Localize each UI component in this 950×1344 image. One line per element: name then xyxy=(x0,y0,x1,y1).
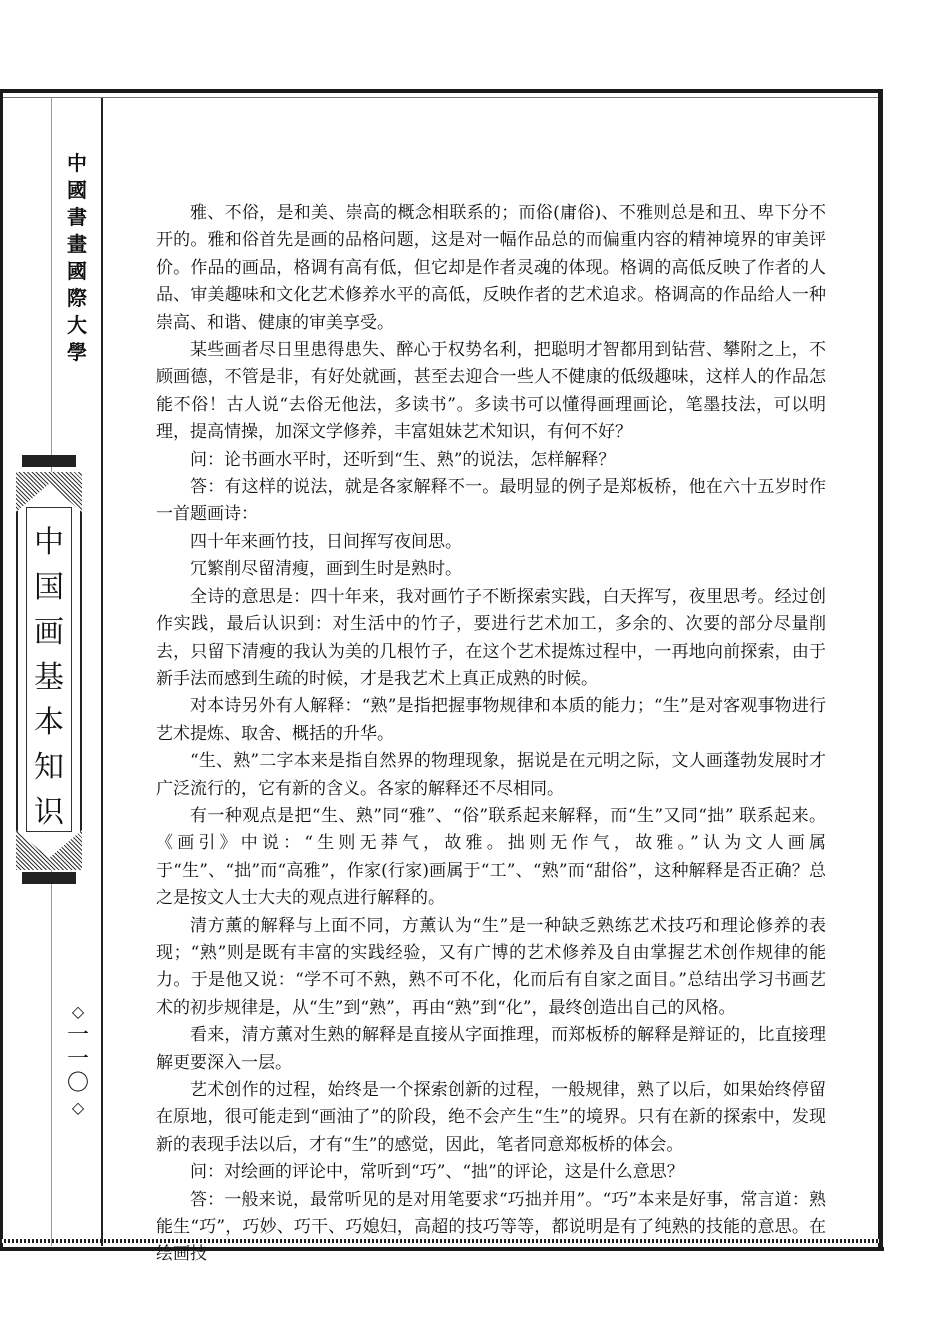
paragraph: 对本诗另外有人解释：“熟”是指把握事物规律和本质的能力；“生”是对客观事物进行艺术提炼、取舍、概括的升华。 xyxy=(156,696,826,744)
series-title-char: 國 xyxy=(67,259,87,283)
series-title-char: 中 xyxy=(67,151,87,175)
page-frame-inner-top xyxy=(0,97,879,98)
paragraph: 看来，清方薰对生熟的解释是直接从字面推理，而郑板桥的解释是辩证的，比直接理解更要深入一层。 xyxy=(156,1025,826,1073)
paragraph: 艺术创作的过程，始终是一个探索创新的过程，一般规律，熟了以后，如果始终停留在原地，很可能走到“画油了”的阶段，绝不会产生“生”的境界。只有在新的探索中，发现新的表现手法以后，才有“生”的感觉，因此，笔者同意郑板桥的体会。 xyxy=(156,1080,826,1155)
poem-line: 冗繁削尽留清瘦，画到生时是熟时。 xyxy=(190,559,462,580)
diamond-icon: ◇ xyxy=(71,1002,85,1021)
series-title-char: 書 xyxy=(67,205,87,229)
book-title-char: 国 xyxy=(34,570,64,605)
body-text xyxy=(156,200,826,1269)
series-title-char: 國 xyxy=(67,178,87,202)
page-number xyxy=(58,1000,98,1120)
sidebar-divider xyxy=(101,98,103,1246)
series-title-char: 際 xyxy=(67,286,87,310)
paragraph: 全诗的意思是：四十年来，我对画竹子不断探索实践，白天挥写，夜里思考。经过创作实践，最后认识到：对生活中的竹子，要进行艺术加工，多余的、次要的部分尽量削去，只留下清瘦的我认为美的几根竹子，在这个艺术提炼过程中，一再地向前探索，由于新手法而感到生疏的时候，才是我艺术上真正成熟的时候。 xyxy=(156,586,826,689)
book-title-char: 基 xyxy=(34,660,64,695)
ornament-bar-top xyxy=(22,455,76,467)
answer: 答：有这样的说法，就是各家解释不一。最明显的例子是郑板桥，他在六十五岁时作一首题画诗： xyxy=(156,477,826,525)
paragraph: 某些画者尽日里患得患失、醉心于权势名利，把聪明才智都用到钻营、攀附之上，不顾画德，不管是非，有好处就画，甚至去迎合一些人不健康的低级趣味，这样人的作品怎能不俗！古人说“去俗无他法，多读书”。多读书可以懂得画理画论，笔墨技法，可以明理，提高情操，加深文学修养，丰富姐妹艺术知识，有何不好？ xyxy=(156,340,826,443)
book-title-char: 本 xyxy=(34,705,64,740)
series-title-char: 學 xyxy=(67,340,87,364)
book-title-char: 中 xyxy=(34,525,64,560)
page-frame-top xyxy=(0,89,883,93)
page-frame-left xyxy=(0,89,3,1251)
paragraph: 有一种观点是把“生、熟”同“雅”、“俗”联系起来解释，而“生”又同“拙” 联系起来。《画引》中说：“生则无莽气，故雅。拙则无作气，故雅。”认为文人画属于“生”、“拙”而“高雅”，作家(行家)画属于“工”、“熟”而“甜俗”，这种解释是否正确？总之是按文人士大夫的观点进行解释的。 xyxy=(156,805,826,909)
book-title-char: 识 xyxy=(34,795,64,830)
diamond-icon: ◇ xyxy=(71,1098,85,1117)
series-title xyxy=(60,150,94,366)
page-number-digit: 〇 xyxy=(66,1071,89,1096)
question: 问：论书画水平时，还听到“生、熟”的说法，怎样解释？ xyxy=(190,449,616,470)
page-number-digit: 一 xyxy=(66,1047,89,1072)
book-title xyxy=(26,520,72,835)
book-title-char: 画 xyxy=(34,615,64,650)
paragraph: 清方薰的解释与上面不同，方薰认为“生”是一种缺乏熟练艺术技巧和理论修养的表现；“熟”则是既有丰富的实践经验，又有广博的艺术修养及自由掌握艺术创作规律的能力。于是他又说：“学不可不熟，熟不可不化，化而后有自家之面目。”总结出学习书画艺术的初步规律是，从“生”到“熟”，再由“熟”到“化”，最终创造出自己的风格。 xyxy=(156,915,826,1018)
question: 问：对绘画的评论中，常听到“巧”、“拙”的评论，这是什么意思？ xyxy=(190,1162,684,1183)
poem-line: 四十年来画竹技，日间挥写夜间思。 xyxy=(190,531,462,552)
answer: 答：一般来说，最常听见的是对用笔要求“巧拙并用”。“巧”本来是好事，常言道：熟能生“巧”，巧妙、巧干、巧媳妇，高超的技巧等等，都说明是有了纯熟的技能的意思。在绘画技 xyxy=(156,1189,826,1265)
page-number-digit: 一 xyxy=(66,1023,89,1048)
book-title-char: 知 xyxy=(34,750,64,785)
paragraph: 雅、不俗，是和美、崇高的概念相联系的；而俗(庸俗)、不雅则总是和丑、卑下分不开的。雅和俗首先是画的品格问题，这是对一幅作品总的而偏重内容的精神境界的审美评价。作品的画品，格调有高有低，但它却是作者灵魂的体现。格调的高低反映了作者的人品、审美趣味和文化艺术修养水平的高低，反映作者的艺术追求。格调高的作品给人一种崇高、和谐、健康的审美享受。 xyxy=(156,203,826,333)
series-title-char: 大 xyxy=(67,313,87,337)
paragraph: “生、熟”二字本来是指自然界的物理现象，据说是在元明之际，文人画蓬勃发展时才广泛流行的，它有新的含义。各家的解释还不尽相同。 xyxy=(156,751,826,799)
series-title-char: 畫 xyxy=(67,232,87,256)
ornament-bar-bottom xyxy=(22,872,76,884)
page-frame-right xyxy=(878,90,883,1251)
